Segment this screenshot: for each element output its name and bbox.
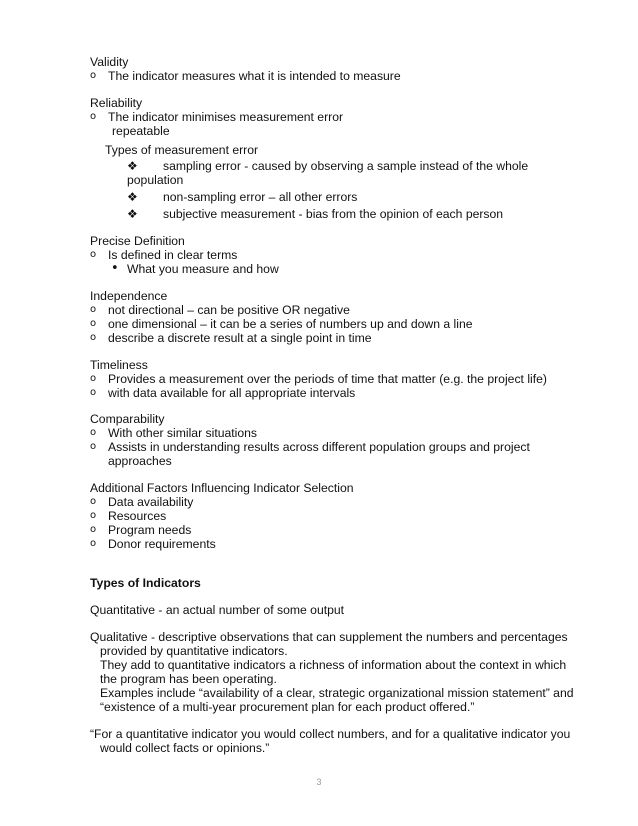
additional-factor-item: Resources — [108, 509, 167, 523]
diamond-bullet-icon: ❖ — [127, 207, 138, 221]
quantitative-definition: Quantitative - an actual number of some output — [90, 603, 345, 617]
types-of-indicators-heading: Types of Indicators — [90, 576, 201, 590]
independence-item: one dimensional – it can be a series of numbers up and down a line — [108, 317, 473, 331]
independence-heading: Independence — [90, 289, 168, 303]
independence-item: not directional – can be positive OR negative — [108, 303, 350, 317]
circle-bullet-icon: o — [90, 427, 97, 438]
timeliness-heading: Timeliness — [90, 358, 148, 372]
circle-bullet-icon: o — [90, 510, 97, 521]
comparability-item-continuation: approaches — [108, 454, 172, 468]
comparability-heading: Comparability — [90, 412, 165, 426]
circle-bullet-icon: o — [90, 318, 97, 329]
qualitative-definition-line: the program has been operating. — [100, 672, 277, 686]
circle-bullet-icon: o — [90, 373, 97, 384]
circle-bullet-icon: o — [90, 304, 97, 315]
timeliness-item: Provides a measurement over the periods of time that matter (e.g. the project life) — [108, 372, 547, 386]
circle-bullet-icon: o — [90, 441, 97, 452]
additional-factor-item: Donor requirements — [108, 537, 216, 551]
diamond-bullet-icon: ❖ — [127, 159, 138, 173]
additional-factor-item: Data availability — [108, 495, 194, 509]
reliability-heading: Reliability — [90, 96, 143, 110]
qualitative-definition-line: provided by quantitative indicators. — [100, 644, 288, 658]
circle-bullet-icon: o — [90, 496, 97, 507]
error-type-item-continuation: population — [127, 173, 184, 187]
additional-factors-heading: Additional Factors Influencing Indicator Selection — [90, 481, 354, 495]
page-number: 3 — [316, 777, 322, 787]
qualitative-definition-line: Qualitative - descriptive observations that can supplement the numbers and percentages — [90, 630, 568, 644]
comparability-item: Assists in understanding results across different population groups and project — [108, 440, 530, 454]
dot-bullet-icon: • — [111, 261, 119, 276]
circle-bullet-icon: o — [90, 70, 97, 81]
reliability-extra: repeatable — [112, 124, 170, 138]
error-type-item: subjective measurement - bias from the opinion of each person — [163, 207, 504, 221]
circle-bullet-icon: o — [90, 524, 97, 535]
precise-item: Is defined in clear terms — [108, 248, 238, 262]
circle-bullet-icon: o — [90, 538, 97, 549]
comparability-item: With other similar situations — [108, 426, 258, 440]
independence-item: describe a discrete result at a single point in time — [108, 331, 372, 345]
additional-factor-item: Program needs — [108, 523, 192, 537]
circle-bullet-icon: o — [90, 111, 97, 122]
qualitative-definition-line: They add to quantitative indicators a richness of information about the context in which — [100, 658, 567, 672]
validity-heading: Validity — [90, 55, 129, 69]
precise-definition-heading: Precise Definition — [90, 234, 185, 248]
error-type-item: sampling error - caused by observing a sample instead of the whole — [163, 159, 529, 173]
qualitative-definition-line: Examples include “availability of a clear, strategic organizational mission statement” and — [100, 686, 574, 700]
indicator-quote-line: “For a quantitative indicator you would collect numbers, and for a qualitative indicator you — [90, 727, 571, 741]
precise-sub-item: What you measure and how — [127, 262, 279, 276]
indicator-quote-line: would collect facts or opinions.” — [100, 741, 270, 755]
circle-bullet-icon: o — [90, 249, 97, 260]
diamond-bullet-icon: ❖ — [127, 190, 138, 204]
measurement-error-types-heading: Types of measurement error — [105, 143, 259, 157]
reliability-item: The indicator minimises measurement error — [108, 110, 344, 124]
qualitative-definition-line: “existence of a multi-year procurement plan for each product offered.” — [100, 700, 475, 714]
error-type-item: non-sampling error – all other errors — [163, 190, 358, 204]
circle-bullet-icon: o — [90, 332, 97, 343]
circle-bullet-icon: o — [90, 387, 97, 398]
timeliness-item: with data available for all appropriate intervals — [108, 386, 356, 400]
validity-item: The indicator measures what it is intended to measure — [108, 69, 401, 83]
